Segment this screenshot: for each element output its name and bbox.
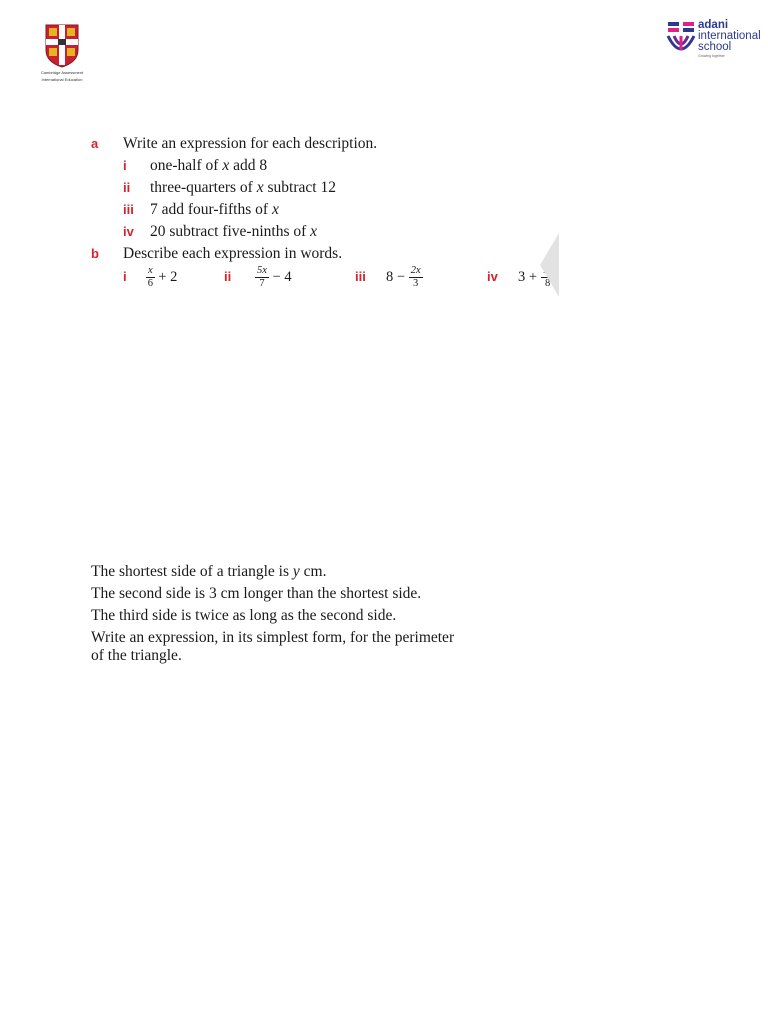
cambridge-caption-line1: Cambridge Assessment [40,70,84,75]
part-a-item-text: 20 subtract five-ninths of x [150,223,318,240]
fraction: $\frac{x}{6}$ [147,265,153,290]
adani-line3: school [698,41,732,53]
part-b-item-label: iv [487,269,498,284]
triangle-question-line: Write an expression, in its simplest form, for the perimeter [91,629,455,646]
adani-line2: international [698,30,761,42]
part-a-item-label: iii [123,202,134,217]
fraction: 8 [541,266,555,289]
triangle-question-line: of the triangle. [91,647,182,664]
triangle-question-line: The second side is 3 cm longer than the shortest side. [91,585,422,602]
part-a-item-text: one-half of x add 8 [150,157,268,174]
fraction: $\frac{5x}{7}$ [257,265,267,290]
part-b-item-label: iii [355,269,366,284]
part-b-expression: 3 + 8 [518,262,555,292]
part-a-label: a [91,136,99,151]
triangle-question-line: The shortest side of a triangle is y cm. [91,563,327,580]
adani-tagline: Growing together [698,54,725,58]
cambridge-shield-icon [45,24,79,68]
page-edge-marker-icon [540,233,560,297]
adani-line1: adani [698,19,729,31]
part-a-item-label: iv [123,224,134,239]
adani-logo [666,20,762,62]
fraction: $\frac{2x}{3}$ [410,265,421,290]
part-a-item-text: three-quarters of x subtract 12 [150,179,336,196]
part-a-item-label: i [123,158,127,173]
cambridge-caption-line2: International Education [41,77,83,82]
part-b-item-label: i [123,269,127,284]
part-b-expression: 8 − $\frac{2x}{3}$ [386,265,421,290]
part-b-expression: $\frac{5x}{7}$ − 4 [257,265,292,290]
part-a-item-text: 7 add four-fifths of x [150,201,279,218]
part-b-label: b [91,246,99,261]
part-a-prompt: Write an expression for each description. [123,135,378,152]
triangle-question-line: The third side is twice as long as the second side. [91,607,397,624]
part-b-prompt: Describe each expression in words. [123,245,343,262]
adani-wordmark [698,20,761,59]
part-b-expression: $\frac{x}{6}$ + 2 [147,265,178,290]
cambridge-logo [34,24,90,82]
part-a-item-label: ii [123,180,131,195]
part-b-item-label: ii [224,269,232,284]
adani-emblem-icon [666,20,696,60]
